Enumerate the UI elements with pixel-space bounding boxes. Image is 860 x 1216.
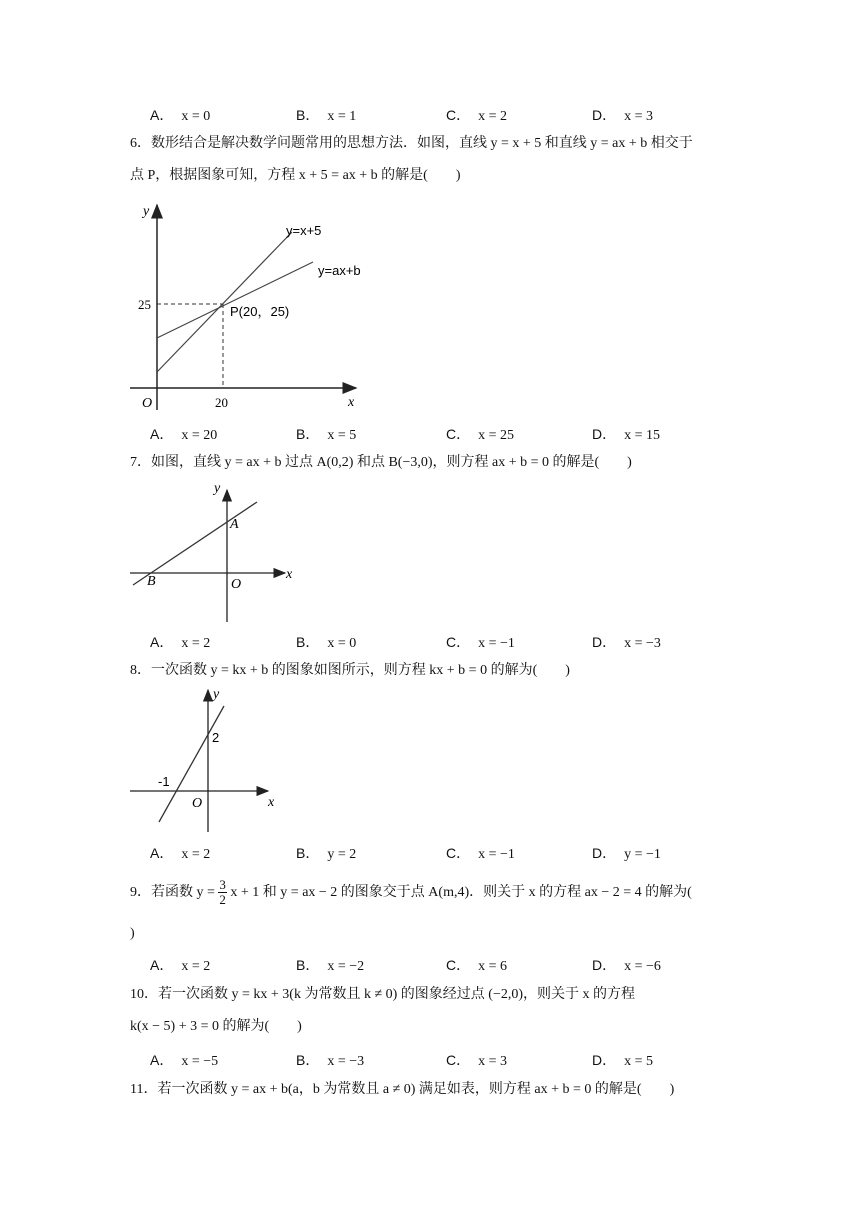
q9-frac-den: 2 bbox=[219, 892, 226, 908]
q7-origin-label: O bbox=[231, 577, 242, 592]
q5-option-c[interactable]: C． x = 2 bbox=[446, 107, 508, 124]
q9-fraction bbox=[218, 878, 227, 907]
q6-option-c[interactable]: C． x = 25 bbox=[446, 426, 515, 443]
q7-option-d[interactable]: D． x = −3 bbox=[592, 634, 661, 651]
q8-origin-label: O bbox=[192, 796, 203, 811]
q6-options bbox=[150, 424, 750, 444]
q7-option-b[interactable]: B． x = 0 bbox=[296, 634, 357, 651]
q7-figure bbox=[128, 478, 303, 626]
q5-option-d[interactable]: D． x = 3 bbox=[592, 107, 654, 124]
q8-option-c[interactable]: C． x = −1 bbox=[446, 845, 515, 862]
q10-options bbox=[150, 1050, 750, 1070]
q6-x-label: x bbox=[348, 395, 355, 410]
q6-figure bbox=[130, 195, 370, 415]
q6-line2-label: y=ax+b bbox=[318, 263, 361, 278]
q10-option-d[interactable]: D． x = 5 bbox=[592, 1052, 654, 1069]
q6-line-x-plus-5 bbox=[157, 232, 292, 372]
q9-option-a[interactable]: A． x = 2 bbox=[150, 957, 211, 974]
q6-option-d[interactable]: D． x = 15 bbox=[592, 426, 661, 443]
q7-stem: 7．如图，直线 y = ax + b 过点 A(0,2) 和点 B(−3,0)，则方程 ax + b = 0 的解是( ) bbox=[130, 455, 632, 470]
q9-options bbox=[150, 955, 750, 975]
q8-option-a[interactable]: A． x = 2 bbox=[150, 845, 211, 862]
q5-option-b[interactable]: B． x = 1 bbox=[296, 107, 357, 124]
q9-stem-line1 bbox=[130, 878, 692, 908]
q6-option-b[interactable]: B． x = 5 bbox=[296, 426, 357, 443]
q8-option-b[interactable]: B． y = 2 bbox=[296, 845, 357, 862]
q6-y-label: y bbox=[143, 204, 150, 219]
q6-stem-line2: 点 P，根据图象可知，方程 x + 5 = ax + b 的解是( ) bbox=[130, 168, 461, 183]
q8-figure bbox=[128, 684, 288, 836]
q9-option-b[interactable]: B． x = −2 bbox=[296, 957, 365, 974]
q8-options bbox=[150, 843, 750, 863]
q7-options bbox=[150, 632, 750, 652]
q5-option-a[interactable]: A． x = 0 bbox=[150, 107, 211, 124]
q9-prefix: 9．若函数 y = bbox=[130, 885, 215, 900]
q7-option-a[interactable]: A． x = 2 bbox=[150, 634, 211, 651]
q7-option-c[interactable]: C． x = −1 bbox=[446, 634, 515, 651]
q10-option-b[interactable]: B． x = −3 bbox=[296, 1052, 365, 1069]
q10-option-a[interactable]: A． x = −5 bbox=[150, 1052, 219, 1069]
q5-options bbox=[150, 105, 750, 125]
q10-stem-line2: k(x − 5) + 3 = 0 的解为( ) bbox=[130, 1019, 302, 1034]
q8-y-tick-2: 2 bbox=[212, 730, 220, 745]
q9-option-d[interactable]: D． x = −6 bbox=[592, 957, 661, 974]
q6-option-a[interactable]: A． x = 20 bbox=[150, 426, 218, 443]
q6-point-label: P(20，25) bbox=[230, 304, 290, 319]
q10-stem-line1: 10．若一次函数 y = kx + 3(k 为常数且 k ≠ 0) 的图象经过点 (−2,0)，则关于 x 的方程 bbox=[130, 987, 636, 1002]
q9-stem-line2: ) bbox=[130, 926, 135, 941]
q6-stem-line1: 6．数形结合是解决数学问题常用的思想方法．如图，直线 y = x + 5 和直线 y = ax + b 相交于 bbox=[130, 136, 693, 151]
q7-point-b-label: B bbox=[147, 574, 156, 589]
q8-x-label: x bbox=[268, 795, 275, 810]
q8-stem: 8．一次函数 y = kx + b 的图象如图所示，则方程 kx + b = 0 的解为( ) bbox=[130, 663, 570, 678]
q8-option-d[interactable]: D． y = −1 bbox=[592, 845, 661, 862]
q10-option-c[interactable]: C． x = 3 bbox=[446, 1052, 508, 1069]
q6-line1-label: y=x+5 bbox=[286, 223, 322, 238]
q7-point-a-label: A bbox=[230, 517, 239, 532]
q9-suffix: x + 1 和 y = ax − 2 的图象交于点 A(m,4)．则关于 x 的方程 ax − 2 = 4 的解为( bbox=[230, 885, 692, 900]
q8-y-label: y bbox=[213, 687, 220, 702]
q9-option-c[interactable]: C． x = 6 bbox=[446, 957, 508, 974]
q6-origin-label: O bbox=[142, 396, 153, 411]
q11-stem: 11．若一次函数 y = ax + b(a，b 为常数且 a ≠ 0) 满足如表，则方程 ax + b = 0 的解是( ) bbox=[130, 1082, 675, 1097]
q8-x-tick-neg1: -1 bbox=[158, 774, 170, 789]
q6-line-ax-plus-b bbox=[157, 262, 313, 338]
q6-x-tick-20: 20 bbox=[215, 395, 228, 410]
q9-frac-num: 3 bbox=[219, 877, 226, 893]
q6-y-tick-25: 25 bbox=[138, 297, 151, 312]
q7-y-label: y bbox=[214, 481, 221, 496]
q7-x-label: x bbox=[286, 567, 293, 582]
